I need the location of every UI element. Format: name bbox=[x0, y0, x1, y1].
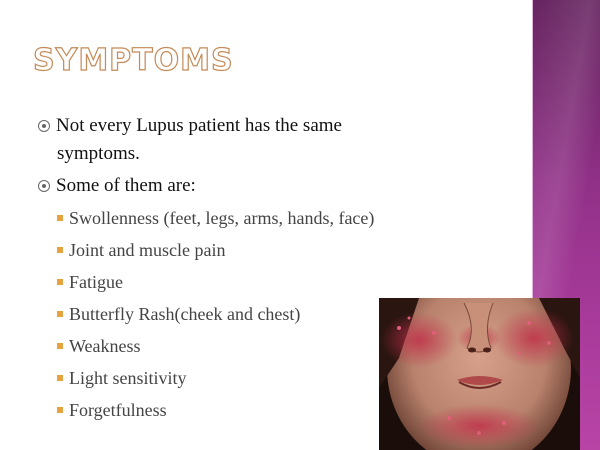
circle-bullet-icon bbox=[38, 180, 50, 192]
sub-item-text: Joint and muscle pain bbox=[69, 240, 226, 260]
sub-item bbox=[57, 334, 141, 358]
square-bullet-icon bbox=[57, 375, 63, 381]
square-bullet-icon bbox=[57, 279, 63, 285]
square-bullet-icon bbox=[57, 311, 63, 317]
sub-item bbox=[57, 366, 187, 390]
sub-item bbox=[57, 302, 300, 326]
sub-item bbox=[57, 270, 123, 294]
sub-item-text: Weakness bbox=[69, 336, 141, 356]
sub-item-text: Light sensitivity bbox=[69, 368, 187, 388]
bullet-1 bbox=[38, 112, 342, 140]
bullet-1-text-line1: Not every Lupus patient has the same bbox=[56, 115, 342, 136]
sub-item bbox=[57, 238, 225, 262]
sub-item-text: Butterfly Rash(cheek and chest) bbox=[69, 304, 301, 324]
circle-bullet-icon bbox=[38, 120, 50, 132]
sub-item-text: Swollenness (feet, legs, arms, hands, face) bbox=[69, 208, 375, 228]
sub-item bbox=[57, 398, 167, 422]
slide-title: SYMPTOMS bbox=[33, 43, 234, 78]
square-bullet-icon bbox=[57, 215, 63, 221]
bullet-2-text: Some of them are: bbox=[56, 175, 196, 196]
square-bullet-icon bbox=[57, 407, 63, 413]
square-bullet-icon bbox=[57, 343, 63, 349]
sub-item-text: Fatigue bbox=[69, 272, 123, 292]
square-bullet-icon bbox=[57, 247, 63, 253]
bullet-1-continuation bbox=[57, 140, 140, 168]
sub-item-text: Forgetfulness bbox=[69, 400, 167, 420]
bullet-2 bbox=[38, 172, 196, 200]
face-rash-photo bbox=[379, 298, 580, 450]
bullet-1-text-line2: symptoms. bbox=[57, 143, 140, 164]
face-rash-illustration bbox=[379, 298, 580, 450]
sub-item bbox=[57, 206, 374, 230]
